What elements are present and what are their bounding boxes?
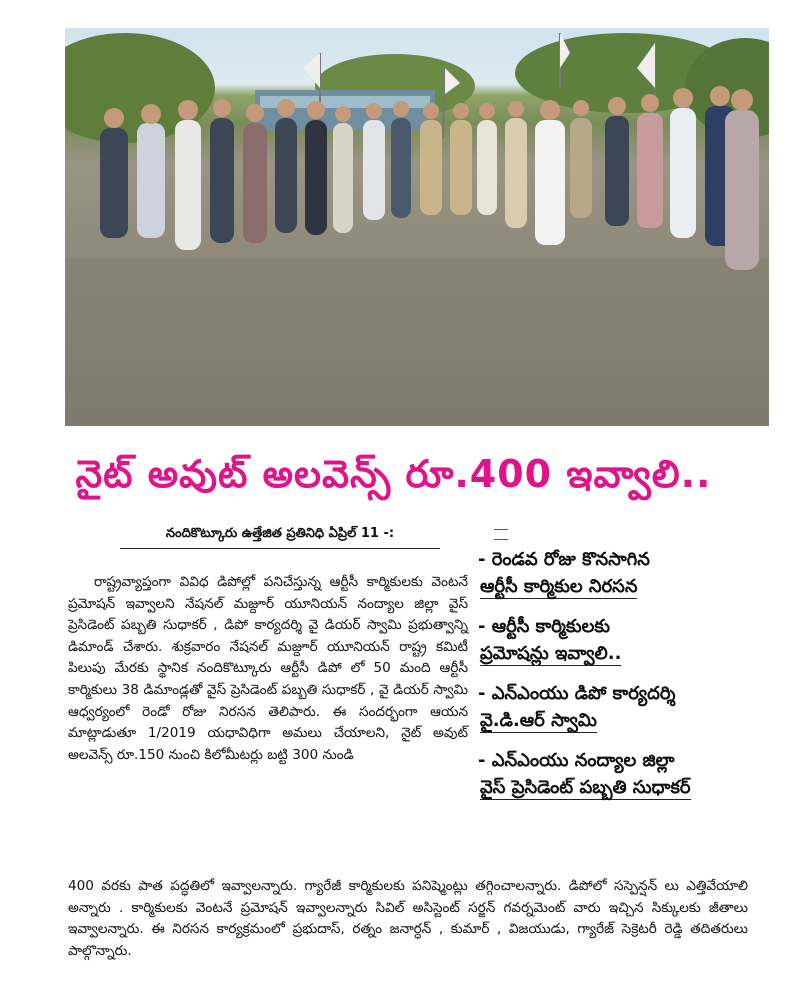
- highlights-list: [478, 546, 768, 814]
- highlight-item: [478, 747, 768, 801]
- highlight-item: [478, 613, 768, 667]
- highlight-item: [478, 680, 768, 734]
- protest-photo: [65, 28, 769, 426]
- highlight-line2: ఆర్టీసీ కార్మికుల నిరసన: [480, 576, 638, 597]
- body-column: [68, 572, 468, 766]
- body-continuation: 400 వరకు పాత పద్ధతిలో ఇవ్వాలన్నారు. గ్యారేజీ కార్మికులకు పనిష్మెంట్లు తగ్గించాలన్నారు. డిపోలో సస్పెన్షన్ లు ఎత్తివేయాలి అన్నారు . కార్మికులకు వెంటనే ప్రమోషన్ ఇవ్వాలన్నారు సివిల్ అసిస్టెంట్ సర్జన్ గవర్నమెంట్ వారు ఇచ్చిన సిక్కులకు జీతాలు ఇవ్వాలన్నారు. ఈ నిరసన కార్యక్రమంలో ప్రభుదాస్, రత్నం జనార్ధన్ , కుమార్ , విజయుడు, గ్యారేజ్ సెక్రెటరీ రెడ్డి తదితరులు పాల్గొన్నారు.: [68, 878, 748, 959]
- highlight-line1: - రెండవ రోజు కొనసాగిన: [478, 549, 650, 570]
- divider-mark: [494, 529, 508, 540]
- highlight-line1: - ఎన్ఎంయు నంద్యాల జిల్లా: [478, 750, 675, 771]
- highlight-line2: వైస్ ప్రెసిడెంట్ పబ్బతి సుధాకర్: [480, 777, 691, 798]
- highlight-line2: వై.డి.ఆర్ స్వామి: [480, 710, 597, 731]
- highlight-item: [478, 546, 768, 600]
- headline: నైట్ అవుట్ అలవెన్స్ రూ.400 ఇవ్వాలి..: [75, 452, 712, 496]
- highlight-line2: ప్రమోషన్లు ఇవ్వాలి..: [480, 643, 622, 664]
- protest-photo-drawing: [65, 28, 769, 426]
- highlight-line1: - ఆర్టీసీ కార్మికులకు: [478, 616, 610, 637]
- body-paragraph: రాష్ట్రవ్యాప్తంగా వివిధ డిపోల్లో పనిచేస్తున్న ఆర్టీసీ కార్మికులకు వెంటనే ప్రమోషన్ ఇవ్వాలని నేషనల్ మజ్దూర్ యూనియన్ నంద్యాల జిల్లా వైస్ ప్రెసిడెంట్ పబ్బతి సుధాకర్ , డిపో కార్యదర్శి వై డియర్ స్వామి ప్రభుత్వాన్ని డిమాండ్ చేశారు. శుక్రవారం నేషనల్ మజ్దూర్ యూనియన్ రాష్ట్ర కమిటీ పిలుపు మేరకు స్థానిక నందికొట్కూరు ఆర్టీసీ డిపో లో 50 మంది ఆర్టీసీ కార్మికులు 38 డిమాండ్లతో వైస్ ప్రెసిడెంట్ పబ్బతి సుధాకర్ , వై డియర్ స్వామి ఆధ్వర్యంలో రెండో రోజు నిరసన తెలిపారు. ఈ సందర్భంగా ఆయన మాట్లాడుతూ 1/2019 యధావిధిగా అమలు చేయాలని, నైట్ అవుట్ అలవెన్స్ రూ.150 నుంచి కిలోమీటర్లు బట్టి 300 నుండి: [68, 574, 468, 763]
- highlight-line1: - ఎన్ఎంయు డిపో కార్యదర్శి: [478, 683, 676, 704]
- dateline: నందికొట్కూరు ఉత్తేజిత ప్రతినిధి ఏప్రిల్ 11 -:: [120, 526, 440, 549]
